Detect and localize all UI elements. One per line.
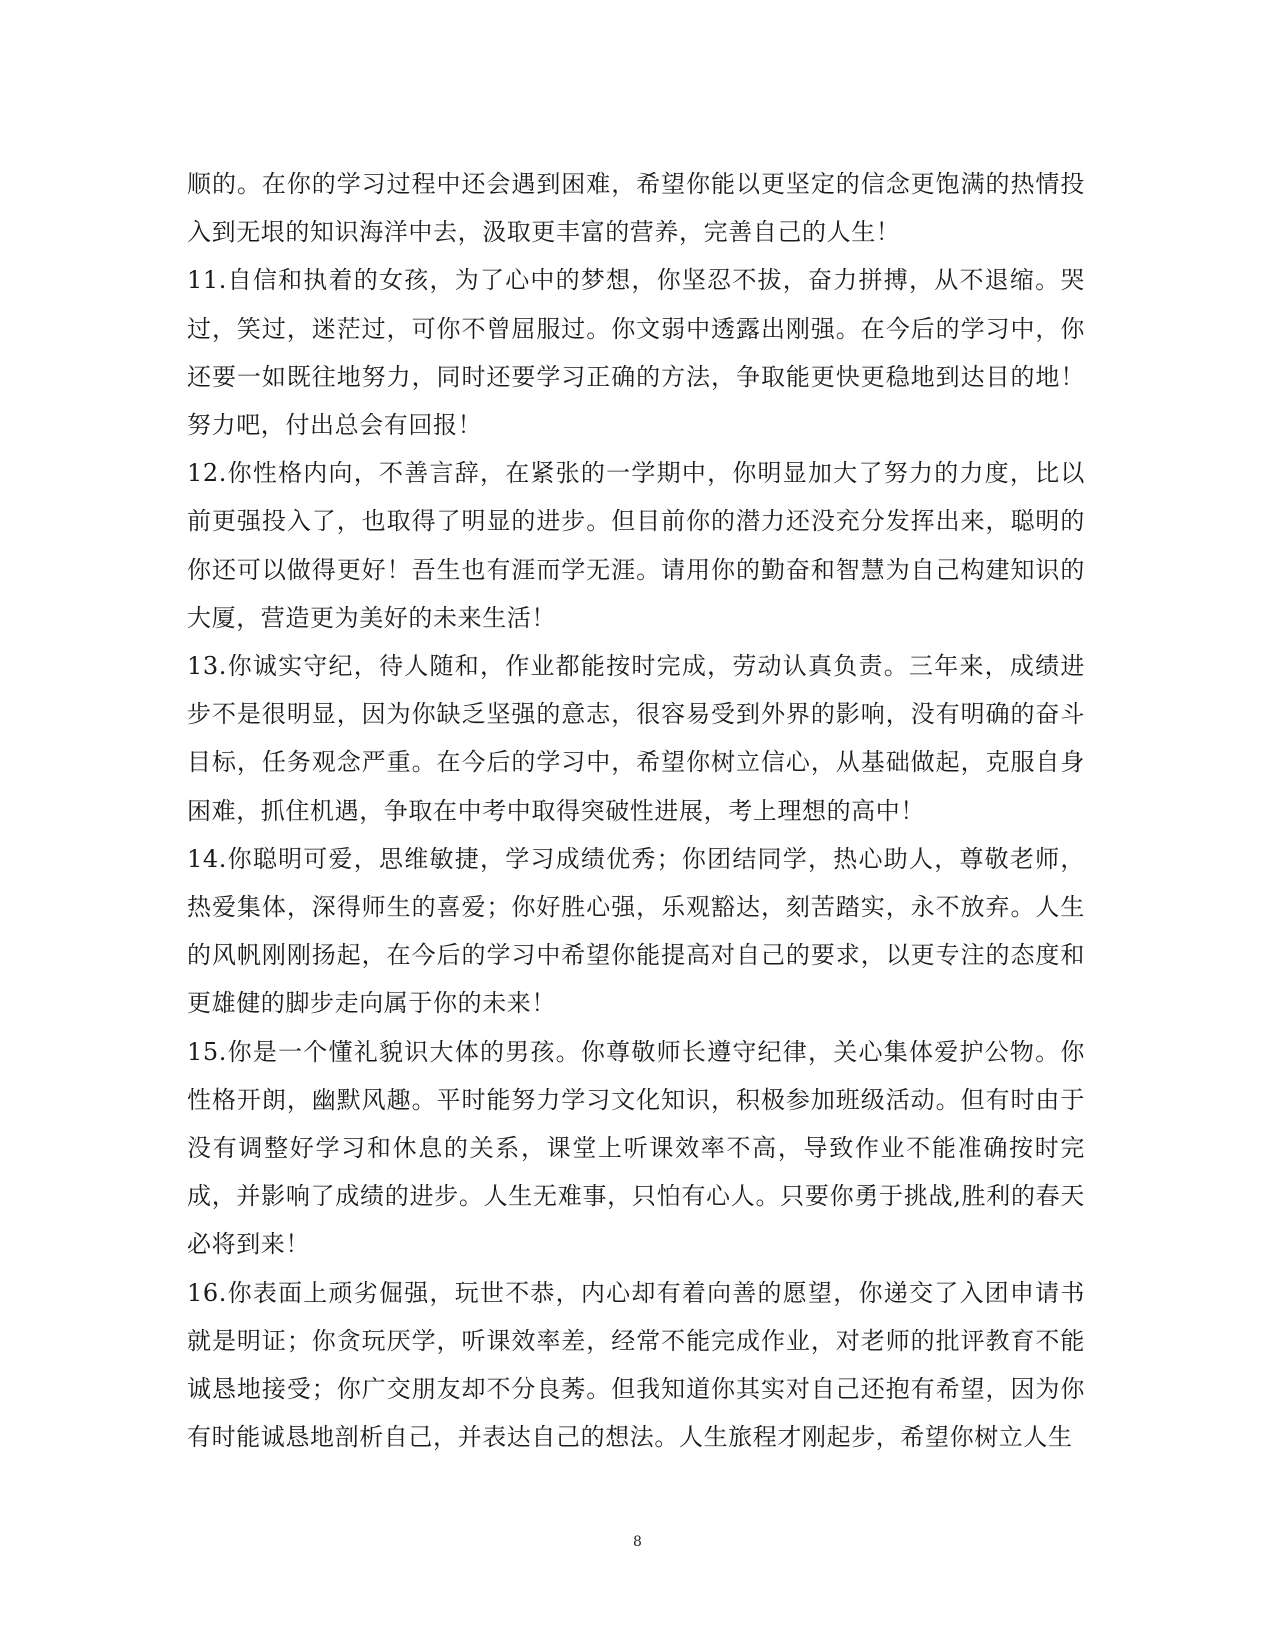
paragraph-item-12: 12.你性格内向，不善言辞，在紧张的一学期中，你明显加大了努力的力度，比以前更强投入了，也取得了明显的进步。但目前你的潜力还没充分发挥出来，聪明的你还可以做得更好！吾生也有涯而学无涯。请用你的勤奋和智慧为自己构建知识的大厦，营造更为美好的未来生活！ — [187, 459, 1085, 632]
paragraph-item-13: 13.你诚实守纪，待人随和，作业都能按时完成，劳动认真负责。三年来，成绩进步不是很明显，因为你缺乏坚强的意志，很容易受到外界的影响，没有明确的奋斗目标，任务观念严重。在今后的学习中，希望你树立信心，从基础做起，克服自身困难，抓住机遇，争取在中考中取得突破性进展，考上理想的高中！ — [187, 652, 1085, 825]
paragraph-continuation: 顺的。在你的学习过程中还会遇到困难，希望你能以更坚定的信念更饱满的热情投入到无垠的知识海洋中去，汲取更丰富的营养，完善自己的人生！ — [187, 170, 1085, 247]
paragraph-item-16: 16.你表面上顽劣倔强，玩世不恭，内心却有着向善的愿望，你递交了入团申请书就是明证；你贪玩厌学，听课效率差，经常不能完成作业，对老师的批评教育不能诚恳地接受；你广交朋友却不分良莠。但我知道你其实对自己还抱有希望，因为你有时能诚恳地剖析自己，并表达自己的想法。人生旅程才刚起步，希望你树立人生 — [187, 1278, 1085, 1452]
paragraph-item-15: 15.你是一个懂礼貌识大体的男孩。你尊敬师长遵守纪律，关心集体爱护公物。你性格开朗，幽默风趣。平时能努力学习文化知识，积极参加班级活动。但有时由于没有调整好学习和休息的关系，课堂上听课效率不高，导致作业不能准确按时完成，并影响了成绩的进步。人生无难事，只怕有心人。只要你勇于挑战,胜利的春天必将到来！ — [187, 1037, 1085, 1259]
page-number: 8 — [633, 1534, 642, 1550]
document-body — [187, 160, 1085, 1461]
paragraph-item-11: 11.自信和执着的女孩，为了心中的梦想，你坚忍不拔，奋力拼搏，从不退缩。哭过，笑过，迷茫过，可你不曾屈服过。你文弱中透露出刚强。在今后的学习中，你还要一如既往地努力，同时还要学习正确的方法，争取能更快更稳地到达目的地！努力吧，付出总会有回报！ — [187, 266, 1085, 440]
paragraph-item-14: 14.你聪明可爱，思维敏捷，学习成绩优秀；你团结同学，热心助人，尊敬老师，热爱集体，深得师生的喜爱；你好胜心强，乐观豁达，刻苦踏实，永不放弃。人生的风帆刚刚扬起，在今后的学习中希望你能提高对自己的要求，以更专注的态度和更雄健的脚步走向属于你的未来！ — [187, 844, 1085, 1018]
